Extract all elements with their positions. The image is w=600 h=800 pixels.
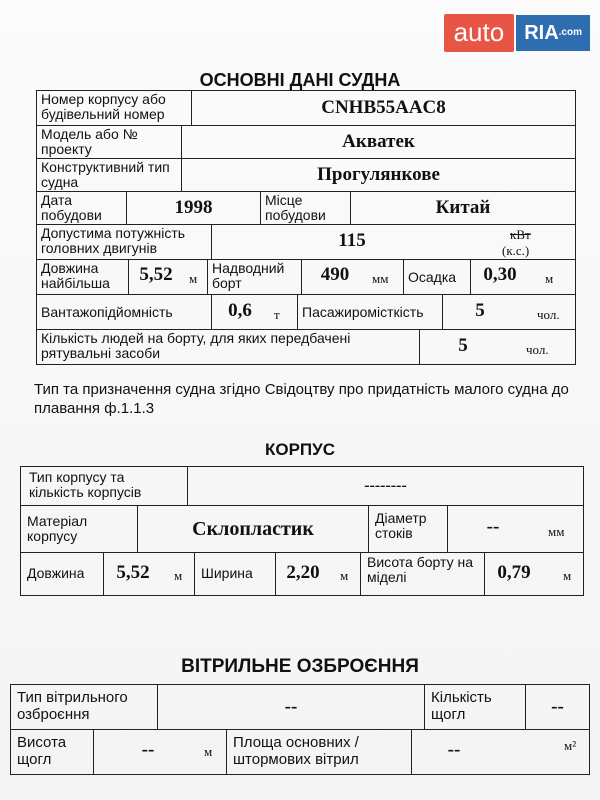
vessel-type-label: Конструктивний тип судна [36,158,182,192]
max-length-cell [128,259,208,295]
autoria-watermark [444,14,590,52]
hull-type-value: -------- [187,466,584,506]
vessel-type-note: Тип та призначення судна згідно Свідоцтву про придатність малого судна до плавання ф.1.1.3 [34,381,569,417]
hull-width-cell [275,552,361,596]
vessel-type-value: Прогулянкове [181,158,576,192]
sail-area-unit: м² [564,738,577,753]
hull-width-label: Ширина [194,552,276,596]
drain-diameter-label: Діаметр стоків [368,505,448,553]
build-date-label: Дата побудови [36,191,127,225]
load-capacity-cell [211,294,298,330]
draft-label: Осадка [403,259,471,295]
mast-count-value: -- [525,684,590,730]
drain-diameter-unit: мм [548,524,565,539]
load-capacity-label: Вантажопідйомність [36,294,212,330]
sail-area-cell [411,729,590,775]
lifesaving-value: 5 [458,335,468,356]
draft-cell [470,259,576,295]
drain-diameter-value: -- [486,516,500,537]
build-place-label: Місце побудови [260,191,351,225]
hull-width-unit: м [340,568,349,583]
mast-height-label: Висота щогл [10,729,94,775]
hull-number-value: CNHB55AAC8 [191,90,576,126]
section-title-sail: ВІТРИЛЬНЕ ОЗБРОЄННЯ [181,656,419,677]
freeboard-cell [301,259,404,295]
freeboard-label: Надводний борт [207,259,302,295]
hull-material-value: Склопластик [137,505,369,553]
passenger-capacity-label: Пасажиромісткість [297,294,443,330]
sail-type-value: -- [157,684,425,730]
engine-power-label: Допустима потужність головних двигунів [36,224,212,260]
watermark-ria-logo [516,15,590,51]
engine-power-unit: (к.с.) [502,243,530,258]
model-label: Модель або № проекту [36,125,182,159]
build-place-value: Китай [350,191,576,225]
max-length-unit: м [189,271,198,286]
draft-unit: м [545,271,554,286]
hull-length-value: 5,52 [116,562,150,583]
board-height-label: Висота борту на міделі [360,552,485,596]
watermark-ria-text: RIA [524,22,559,44]
watermark-auto-text: auto [444,14,515,52]
build-date-value: 1998 [126,191,261,225]
hull-length-label: Довжина [20,552,104,596]
hull-material-label: Матеріал корпусу [20,505,138,553]
board-height-cell [484,552,584,596]
section-title-main-data: ОСНОВНІ ДАНІ СУДНА [199,70,401,90]
watermark-ria-suffix: .com [558,27,582,38]
load-capacity-unit: т [274,307,280,322]
hull-length-unit: м [174,568,183,583]
load-capacity-value: 0,6 [228,300,252,321]
board-height-value: 0,79 [497,562,531,583]
max-length-value: 5,52 [139,264,173,285]
mast-count-label: Кількість щогл [424,684,526,730]
mast-height-unit: м [204,744,213,759]
drain-diameter-cell [447,505,584,553]
passenger-capacity-value: 5 [475,300,485,321]
engine-power-cell [211,224,576,260]
freeboard-unit: мм [372,271,389,286]
freeboard-value: 490 [320,264,350,285]
mast-height-value: -- [141,739,155,760]
hull-width-value: 2,20 [286,562,320,583]
sail-area-value: -- [447,739,461,760]
engine-power-value: 115 [338,230,366,251]
passenger-capacity-cell [442,294,576,330]
lifesaving-label: Кількість людей на борту, для яких передбачені рятувальні засоби [36,329,420,365]
lifesaving-cell [419,329,576,365]
max-length-label: Довжина найбільша [36,259,129,295]
lifesaving-unit: чол. [526,342,549,357]
model-value: Акватек [181,125,576,159]
section-title-hull: КОРПУС [264,440,335,459]
hull-number-label: Номер корпусу або будівельний номер [36,90,192,126]
draft-value: 0,30 [483,264,517,285]
board-height-unit: м [563,568,572,583]
passenger-capacity-unit: чол. [537,307,560,322]
engine-power-unit-struck: кВт [510,227,531,242]
mast-height-cell [93,729,227,775]
hull-type-label: Тип корпусу та кількість корпусів [20,466,188,506]
hull-length-cell [103,552,195,596]
sail-type-label: Тип вітрильного озброєння [10,684,158,730]
sail-area-label: Площа основних / штормових вітрил [226,729,412,775]
